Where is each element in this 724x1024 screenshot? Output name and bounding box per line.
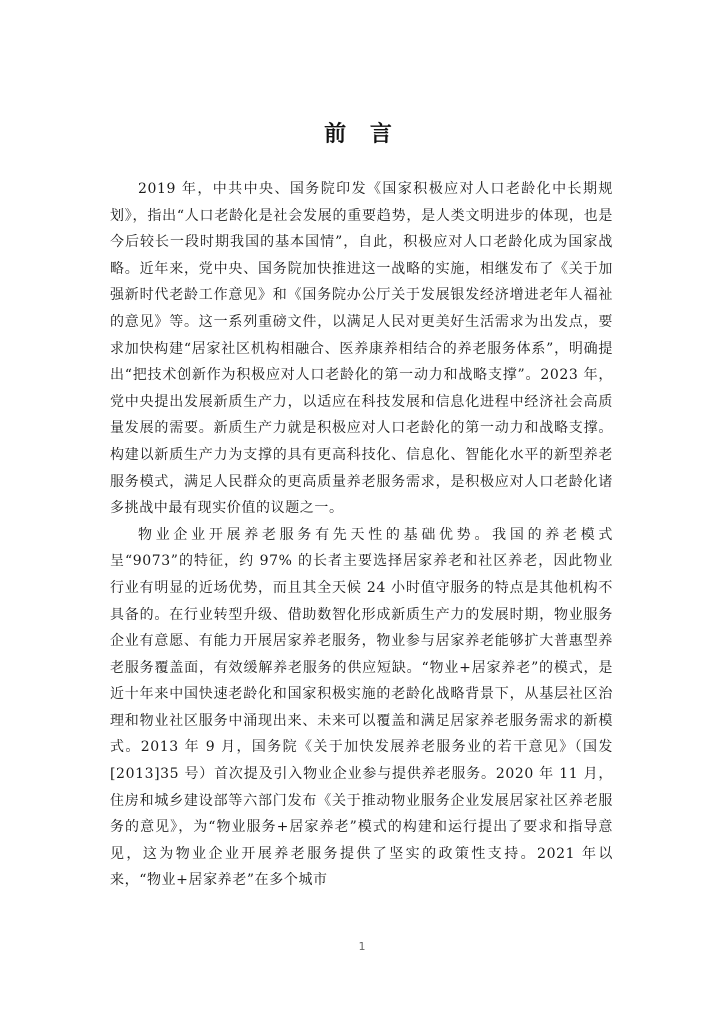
page-number: 1 xyxy=(358,940,366,953)
document-body xyxy=(110,176,613,894)
page-title: 前 言 xyxy=(324,122,400,147)
paragraph-1: 2019 年，中共中央、国务院印发《国家积极应对人口老龄化中长期规划》，指出“人口老龄化是社会发展的重要趋势，是人类文明进步的体现，也是今后较长一段时期我国的基本国情”，自此，积极应对人口老龄化成为国家战略。近年来，党中央、国务院加快推进这一战略的实施，相继发布了《关于加强新时代老龄工作意见》和《国务院办公厅关于发展银发经济增进老年人福祉的意见》等。这一系列重磅文件，以满足人民对更美好生活需求为出发点，要求加快构建“居家社区机构相融合、医养康养相结合的养老服务体系”，明确提出“把技术创新作为积极应对人口老龄化的第一动力和战略支撑”。2023 年，党中央提出发展新质生产力，以适应在科技发展和信息化进程中经济社会高质量发展的需要。新质生产力就是积极应对人口老龄化的第一动力和战略支撑。构建以新质生产力为支撑的具有更高科技化、信息化、智能化水平的新型养老服务模式，满足人民群众的更高质量养老服务需求，是积极应对人口老龄化诸多挑战中最有现实价值的议题之一。 xyxy=(110,181,613,517)
paragraph-2: 物业企业开展养老服务有先天性的基础优势。我国的养老模式呈“9073”的特征，约 97% 的长者主要选择居家养老和社区养老，因此物业行业有明显的近场优势，而且其全天候 24 小时值守服务的特点是其他机构不具备的。在行业转型升级、借助数智化形成新质生产力的发展时期，物业服务企业有意愿、有能力开展居家养老服务，物业参与居家养老能够扩大普惠型养老服务覆盖面，有效缓解养老服务的供应短缺。“物业+居家养老”的模式，是近十年来中国快速老龄化和国家积极实施的老龄化战略背景下，从基层社区治理和物业社区服务中涌现出来、未来可以覆盖和满足居家养老服务需求的新模式。2013 年 9 月，国务院《关于加快发展养老服务业的若干意见》（国发[2013]35 号）首次提及引入物业企业参与提供养老服务。2020 年 11 月，住房和城乡建设部等六部门发布《关于推动物业服务企业发展居家社区养老服务的意见》，为“物业服务+居家养老”模式的构建和运行提出了要求和指导意见，这为物业企业开展养老服务提供了坚实的政策性支持。2021 年以来，“物业+居家养老”在多个城市 xyxy=(110,526,613,889)
